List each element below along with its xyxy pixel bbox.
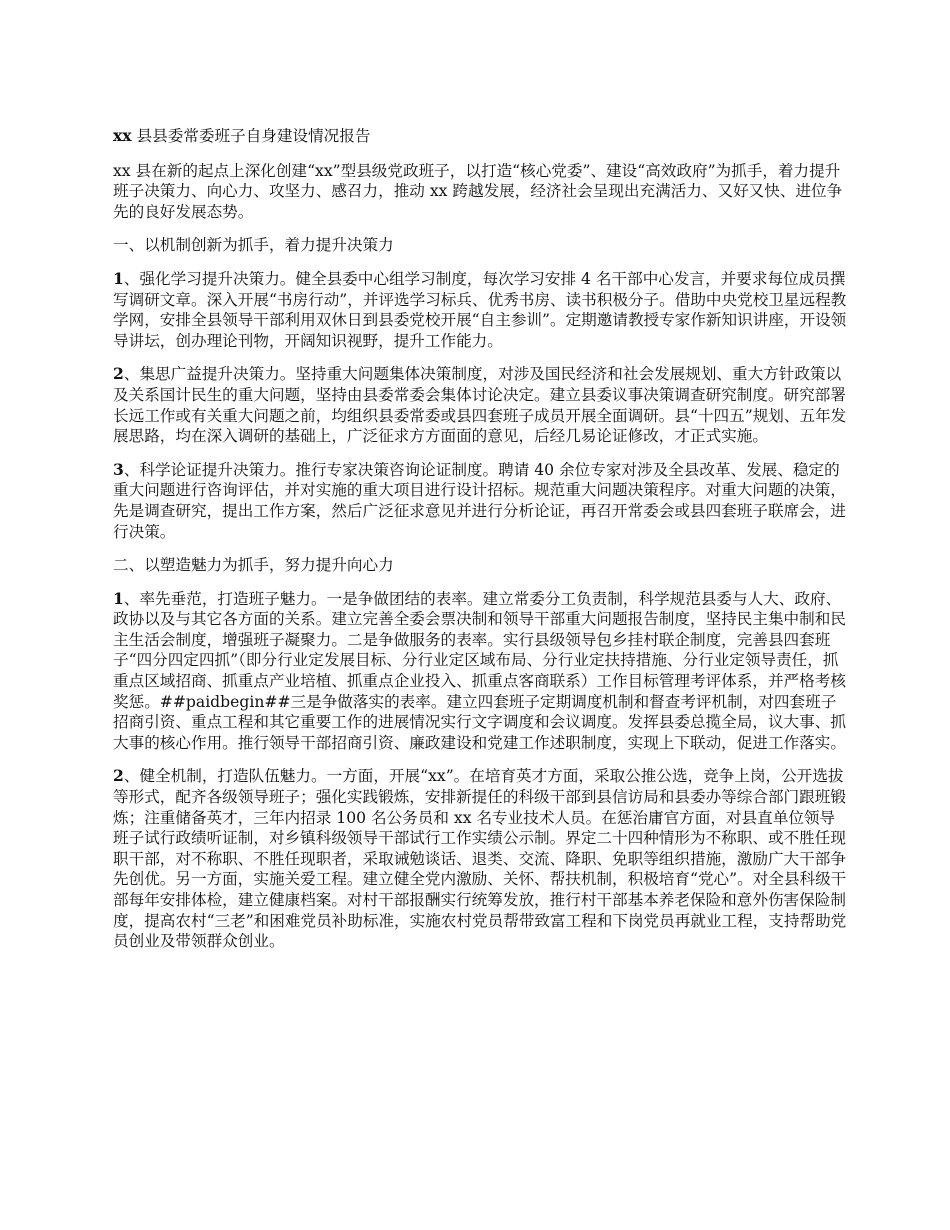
- section-2-item-2: [113, 766, 849, 951]
- item-number: 2: [113, 766, 124, 786]
- item-number: 1: [113, 268, 124, 288]
- item-text: 、率先垂范，打造班子魅力。一是争做团结的表率。建立常委分工负责制，科学规范县委与人大、政府、政协以及与其它各方面的关系。建立完善全委会票决制和领导干部重大问题报告制度，坚持民主集中制和民主生活会制度，增强班子凝聚力。二是争做服务的表率。实行县级领导包乡挂村联企制度，完善县四套班子“四分四定四抓”（即分行业定发展目标、分行业定区域布局、分行业定扶持措施、分行业定领导责任，抓重点区域招商、抓重点产业培植、抓重点企业投入、抓重点客商联系）工作目标管理考评体系，并严格考核奖惩。##paidbegin##三是争做落实的表率。建立四套班子定期调度机制和督查考评机制，对四套班子招商引资、重点工程和其它重要工作的进展情况实行文字调度和会议调度。发挥县委总揽全局，议大事、抓大事的核心作用。推行领导干部招商引资、廉政建设和党建工作述职制度，实现上下联动，促进工作落实。: [113, 589, 846, 752]
- section-1-item-3: [113, 460, 849, 542]
- document-page: [113, 126, 849, 965]
- document-title: [113, 126, 849, 147]
- item-number: 2: [113, 364, 124, 384]
- section-2-item-1: [113, 589, 849, 754]
- item-number: 1: [113, 588, 124, 608]
- item-number: 3: [113, 459, 124, 479]
- section-1-item-1: [113, 269, 849, 351]
- title-text: 县县委常委班子自身建设情况报告: [131, 127, 371, 145]
- section-1-heading: 一、以机制创新为抓手，着力提升决策力: [113, 236, 394, 255]
- section-2-heading: 二、以塑造魅力为抓手，努力提升向心力: [113, 556, 394, 575]
- item-text: 、强化学习提升决策力。健全县委中心组学习制度，每次学习安排 4 名干部中心发言，并要求每位成员撰写调研文章。深入开展“书房行动”，并评选学习标兵、优秀书房、读书积极分子。借助中央党校卫星远程教学网，安排全县领导干部利用双休日到县委党校开展“自主参训”。定期邀请教授专家作新知识讲座，开设领导讲坛，创办理论刊物，开阔知识视野，提升工作能力。: [113, 269, 847, 350]
- section-1-item-2: [113, 364, 849, 446]
- item-text: 、集思广益提升决策力。坚持重大问题集体决策制度，对涉及国民经济和社会发展规划、重大方针政策以及关系国计民生的重大问题，坚持由县委常委会集体讨论决定。建立县委议事决策调查研究制度。研究部署长远工作或有关重大问题之前，均组织县委常委或县四套班子成员开展全面调研。县“十四五”规划、五年发展思路，均在深入调研的基础上，广泛征求方方面面的意见，后经几易论证修改，才正式实施。: [113, 365, 847, 446]
- item-text: 、科学论证提升决策力。推行专家决策咨询论证制度。聘请 40 余位专家对涉及全县改革、发展、稳定的重大问题进行咨询评估，并对实施的重大项目进行设计招标。规范重大问题决策程序。对重大问题的决策，先是调查研究，提出工作方案，然后广泛征求意见并进行分析论证，再召开常委会或县四套班子联席会，进行决策。: [113, 460, 846, 541]
- intro-paragraph: xx 县在新的起点上深化创建“xx”型县级党政班子，以打造“核心党委”、建设“高效政府”为抓手，着力提升班子决策力、向心力、攻坚力、感召力，推动 xx 跨越发展，经济社会呈现出充满活力、又好又快、进位争先的良好发展态势。: [113, 161, 843, 221]
- item-text: 、健全机制，打造队伍魅力。一方面，开展“xx”。在培育英才方面，采取公推公选，竞争上岗，公开选拔等形式，配齐各级领导班子；强化实践锻炼，安排新提任的科级干部到县信访局和县委办等综合部门跟班锻炼；注重储备英才，三年内招录 100 名公务员和 xx 名专业技术人员。在惩治庸官方面，对县直单位领导班子试行政绩听证制，对乡镇科级领导干部试行工作实绩公示制。界定二十四种情形为不称职、或不胜任现职干部，对不称职、不胜任现职者，采取诫勉谈话、退类、交流、降职、免职等组织措施，激励广大干部争先创优。另一方面，实施关爱工程。建立健全党内激励、关怀、帮扶机制，积极培育“党心”。对全县科级干部每年安排体检，建立健康档案。对村干部报酬实行统筹发放，推行村干部基本养老保险和意外伤害保险制度，提高农村“三老”和困难党员补助标准，实施农村党员帮带致富工程和下岗党员再就业工程，支持帮助党员创业及带领群众创业。: [113, 767, 847, 951]
- title-prefix: xx: [113, 126, 132, 145]
